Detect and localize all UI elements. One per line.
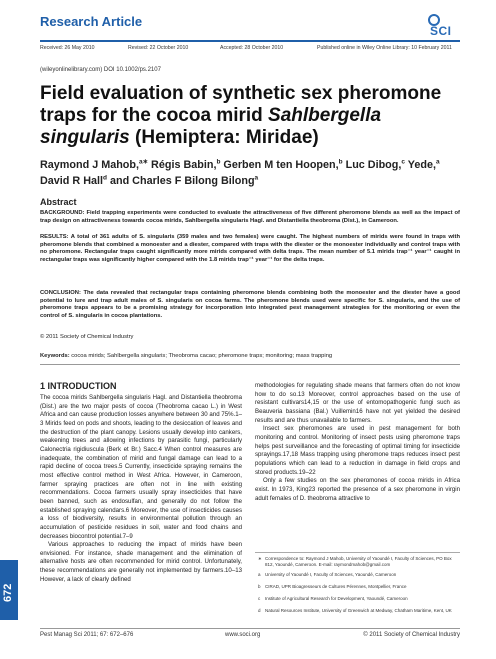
footnote-rule	[255, 552, 460, 553]
footer-rule	[40, 628, 460, 629]
column-right	[255, 382, 460, 503]
footnote-affiliation-a: a University of Yaoundé I, Faculty of Sciences, Yaoundé, Cameroon	[258, 572, 397, 577]
accepted-date: Accepted: 28 October 2010	[220, 45, 284, 51]
section-label: Research Article	[40, 14, 143, 29]
paper-title: Field evaluation of synthetic sex pheromone traps for the cocoa mirid Sahlbergella singularis (Hemiptera: Miridae)	[40, 83, 442, 148]
logo-text: SCI	[430, 24, 452, 38]
received-date: Received: 26 May 2010	[40, 45, 95, 51]
doi-line: (wileyonlinelibrary.com) DOI 10.1002/ps.2107	[40, 67, 161, 73]
footnote-affiliation-c: c Institute of Agricultural Research for Development, Yaoundé, Cameroon	[258, 596, 408, 601]
footer-copyright: © 2011 Society of Chemical Industry	[363, 632, 460, 638]
paragraph: methodologies for regulating shade means that farmers often do not know how to do so.13 Moreover, control approaches based on the use of resistant cultivars14,15 or the use of entomopathogenic fungi such as Beauveria bassiana (Bal.) Vuillemin16 have not yet yielded the desired results and are thus unavailable to farmers.	[255, 382, 460, 424]
author: Luc Dibog,$^c$	[342, 158, 405, 171]
footnote-affiliation-b: b CIRAD, UPR Bioagresseurs de Cultures Pérennes, Montpellier, France	[258, 584, 407, 589]
footer-journal: Pest Manag Sci 2011; 67: 672–676	[40, 632, 134, 638]
paragraph: The cocoa mirids Sahlbergella singularis Hagl. and Distantiella theobroma (Dist.) are the two major pests of cocoa (Theobroma cacao L.) in West Africa and can cause production losses anywhere between 30 and 75%.1–3 Mirids feed on pods and shoots, leading to the desiccation of leaves and the destruction of the plant canopy. Lesions usually develop into cankers, weakening trees and allowing infections by parasitic fungi, particularly Calonectria rigidiuscula (Berk et Br.) Sacc.4 When control measures are inadequate, the combination of mirid and fungal damage can lead to a rapid decline of cocoa trees.5 Currently, insecticide spraying remains the most effective control method in West Africa. However, in Cameroon, farmer spraying practices are often not in line with existing recommendations. Cocoa farmers usually spray insecticides that have been banned, such as endosulfan, and generally do not follow the established spraying calendars.6 Moreover, the use of insecticides causes a loss of biodiversity, results in environmental pollution through an accumulation of pesticide residues in soil, water and food chains and decreases biocontrol potential.7–9	[40, 394, 242, 540]
header-rule	[40, 40, 460, 42]
footnote-affiliation-d: d Natural Resources Institute, University of Greenwich at Medway, Chatham Maritime, Kent, UK	[258, 608, 452, 613]
paragraph: Insect sex pheromones are used in pest management for both monitoring and control. Monitoring of insect pests using pheromone traps helps pest surveillance and the forecasting of optimal timing for insecticide sprayings.17,18 Mass trapping using pheromone traps reduces insect pest populations which can lead to a reduction in damage in field crops and stored products.19–22	[255, 425, 460, 476]
abstract-background: BACKGROUND: Field trapping experiments were conducted to evaluate the attractiveness of five different pheromone blends as well as the impact of trap design on attractiveness towards cocoa mirids, Sahlbergella singularis Hagl. and Distantiella theobroma (Dist.), in Cameroon.	[40, 210, 460, 224]
author: David R Hall$^d$	[40, 174, 107, 188]
abstract-heading: Abstract	[40, 197, 77, 207]
footer-site[interactable]: www.soci.org	[225, 632, 261, 638]
revised-date: Revised: 22 October 2010	[128, 45, 189, 51]
paragraph: Only a few studies on the sex pheromones of cocoa mirids in Africa exist. In 1973, King23 reported the presence of a sex pheromone in virgin adult females of D. theobroma attractive to	[255, 477, 460, 502]
published-date: Published online in Wiley Online Library: 10 February 2011	[317, 45, 452, 51]
abstract-copyright: © 2011 Society of Chemical Industry	[40, 334, 134, 340]
paragraph: Various approaches to reducing the impact of mirids have been envisioned. For instance, shade management and the elimination of alternative hosts are often recommended for mirid control. Unfortunately, these recommendations are generally not implemented by farmers.10–13 However, a lack of clearly defined	[40, 541, 242, 583]
keywords: Keywords: cocoa mirids; Sahlbergella singularis; Theobroma cacao; pheromone traps; monitoring; mass trapping	[40, 353, 333, 359]
journal-header	[40, 8, 460, 48]
author: Gerben M ten Hoopen,$^b$	[220, 158, 343, 171]
column-left	[40, 394, 242, 584]
footnote-correspondence: ∗ Correspondence to: Raymond J Mahob, University of Yaoundé I, Faculty of Sciences, PO Box 812, Yaoundé, Cameroon. E-mail: raymondmahob@gmail.com	[258, 556, 452, 567]
author-list	[40, 155, 460, 188]
author: Yede,$^a$	[405, 158, 440, 171]
abstract-conclusion: CONCLUSION: The data revealed that rectangular traps containing pheromone blends combining both the monoester and the diester have a good potential to lure and trap adult males of S. singularis on cocoa farms. The pheromone blends used were specific for S. singularis, and the use of pheromone traps appears to be a promising strategy for incorporation into integrated pest management strategies for the monitoring or even the control of S. singularis in cocoa plantations.	[40, 290, 460, 319]
author: and Charles F Bilong Bilong$^a$	[106, 174, 259, 188]
sci-logo-icon	[426, 14, 460, 38]
author: Régis Babin,$^b$	[148, 158, 221, 171]
abstract-results: RESULTS: A total of 361 adults of S. singularis (359 males and two females) were caught. The highest numbers of mirids were found in traps with pheromone blends that combined a monoester and a diester, compared with traps with the diester or the monoester individually and control traps with no pheromone. Rectangular traps caught significantly more mirids compared with delta traps. The mean number of 5.1 mirids trap⁻¹ year⁻¹ caught in rectangular traps was significantly higher compared with the 1.8 mirids trap⁻¹ year⁻¹ for the delta traps.	[40, 234, 460, 263]
page-number: 672	[2, 583, 14, 602]
introduction-heading: 1 INTRODUCTION	[40, 381, 117, 391]
author: Raymond J Mahob,$^{a∗}$	[40, 158, 149, 171]
keywords-rule	[40, 364, 460, 365]
page-number-tab	[0, 560, 18, 620]
